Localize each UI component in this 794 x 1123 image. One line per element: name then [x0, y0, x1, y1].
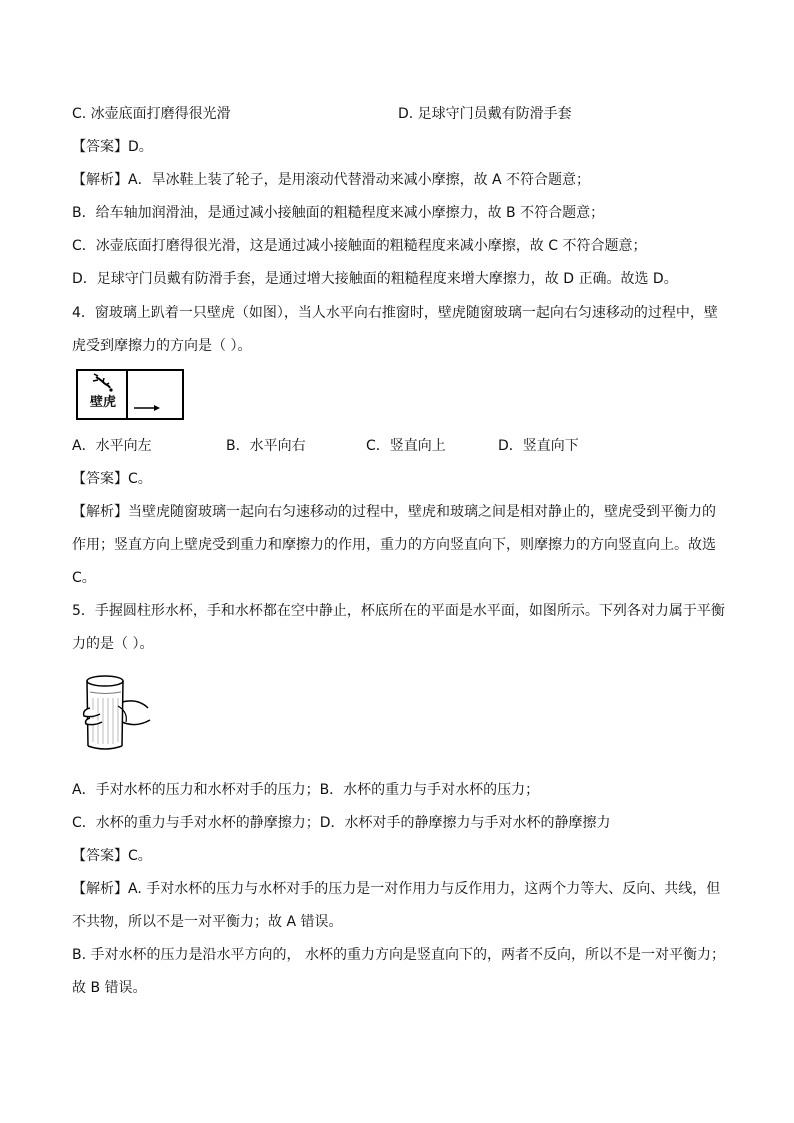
- q5-stem-line: 力的是（ ）。: [72, 636, 154, 652]
- q3-analysis-line: C．冰壶底面打磨得很光滑，这是通过减小接触面的粗糙程度来减小摩擦，故 C 不符合题意；: [72, 238, 647, 254]
- q4-analysis-line: C。: [72, 570, 96, 586]
- hand-holding-cup-icon: [78, 672, 156, 754]
- q5-analysis-line: 【解析】A. 手对水杯的压力与水杯对手的压力是一对作用力与反作用力，这两个力等大、反向、共线，但: [72, 881, 721, 897]
- q5-options-line: C．水杯的重力与手对水杯的静摩擦力；D．水杯对手的静摩擦力与手对水杯的静摩擦力: [72, 815, 611, 831]
- q4-option-c: C．竖直向上: [366, 438, 446, 454]
- option-c: C. 冰壶底面打磨得很光滑: [72, 106, 231, 122]
- q4-stem-line: 4．窗玻璃上趴着一只壁虎（如图），当人水平向右推窗时，壁虎随窗玻璃一起向右匀速移动的过程中，壁: [72, 305, 718, 321]
- q3-analysis-line: D．足球守门员戴有防滑手套，是通过增大接触面的粗糙程度来增大摩擦力，故 D 正确。故选 D。: [72, 271, 678, 287]
- q5-analysis-line: B. 手对水杯的压力是沿水平方向的， 水杯的重力方向是竖直向下的，两者不反向，所以不是一对平衡力；: [72, 947, 725, 963]
- q3-answer: 【答案】D。: [72, 139, 153, 155]
- q5-options-line: A．手对水杯的压力和水杯对手的压力；B．水杯的重力与手对水杯的压力；: [72, 782, 540, 798]
- q4-option-d: D．竖直向下: [498, 438, 579, 454]
- q3-analysis-line: B．给车轴加润滑油，是通过减小接触面的粗糙程度来减小摩擦力，故 B 不符合题意；: [72, 205, 605, 221]
- hand-cup-figure: [78, 672, 156, 754]
- q4-stem-line: 虎受到摩擦力的方向是（ ）。: [72, 338, 252, 354]
- q5-answer: 【答案】C。: [72, 848, 152, 864]
- q4-option-a: A．水平向左: [72, 438, 152, 454]
- q5-analysis-line: 不共物，所以不是一对平衡力；故 A 错误。: [72, 914, 343, 930]
- figure-label: 壁虎: [90, 395, 117, 410]
- q4-analysis-line: 作用；竖直方向上壁虎受到重力和摩擦力的作用，重力的方向竖直向下，则摩擦力的方向竖直向上。故选: [72, 537, 716, 553]
- q3-analysis-line: 【解析】A．旱冰鞋上装了轮子，是用滚动代替滑动来减小摩擦，故 A 不符合题意；: [72, 172, 591, 188]
- q4-option-b: B．水平向右: [226, 438, 306, 454]
- q4-answer: 【答案】C。: [72, 471, 152, 487]
- q5-analysis-line: 故 B 错误。: [72, 980, 147, 996]
- q4-analysis-line: 【解析】当壁虎随窗玻璃一起向右匀速移动的过程中，壁虎和玻璃之间是相对静止的，壁虎受到平衡力的: [72, 504, 716, 520]
- q5-stem-line: 5．手握圆柱形水杯，手和水杯都在空中静止，杯底所在的平面是水平面，如图所示。下列各对力属于平衡: [72, 603, 725, 619]
- gecko-window-figure: [76, 369, 184, 420]
- option-d: D. 足球守门员戴有防滑手套: [398, 106, 572, 122]
